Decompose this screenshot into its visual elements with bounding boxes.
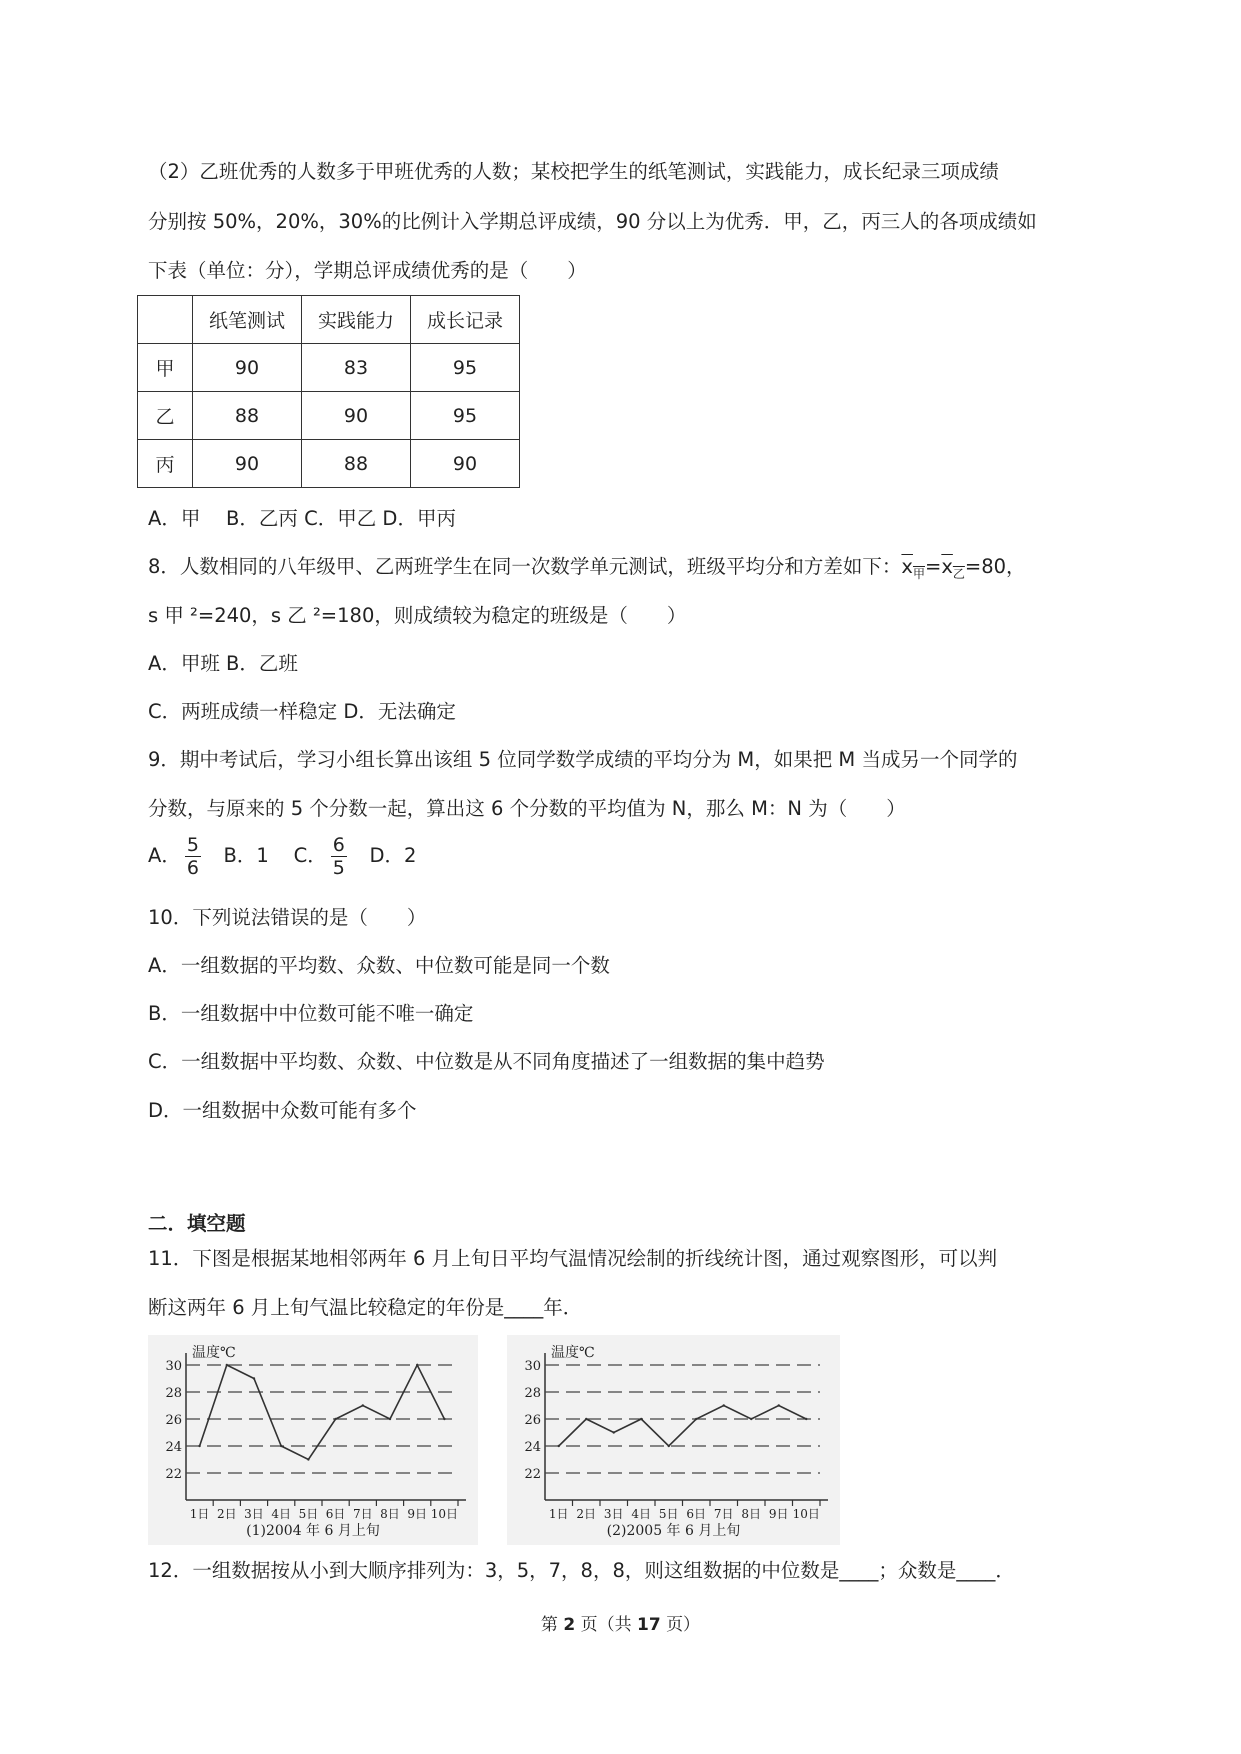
x-tick-label: 9日 [768,1507,789,1521]
x-tick-label: 10日 [430,1507,459,1521]
y-tick-label: 22 [165,1467,182,1482]
x-tick-label: 6日 [325,1507,346,1521]
q8-text-line1: 8．人数相同的八年级甲、乙两班学生在同一次数学单元测试，班级平均分和方差如下：$x_甲=x_乙=80$， [148,555,1026,581]
table-row [138,344,520,392]
x-tick-label: 4日 [271,1507,292,1521]
table-row [138,440,520,488]
score-table-header-row [138,296,520,344]
y-axis-label: 温度℃ [551,1345,595,1361]
x-tick-label: 1日 [189,1507,210,1521]
chart-2004 [148,1335,478,1545]
y-tick-label: 24 [524,1440,541,1455]
table-cell: 90 [302,392,411,440]
q11-text-line1: 11．下图是根据某地相邻两年 6 月上旬日平均气温情况绘制的折线统计图，通过观察图形，可以判 [148,1247,998,1270]
fraction-numerator: 6 [332,834,345,856]
table-cell: 90 [193,440,302,488]
table-header-cell: 成长记录 [411,296,520,344]
x-tick-label: 3日 [244,1507,264,1521]
chart-caption: (1)2004 年 6 月上旬 [246,1523,380,1539]
x-tick-label: 7日 [713,1507,734,1521]
q10-stem: 10．下列说法错误的是（ ） [148,906,427,929]
table-header-cell [138,296,193,344]
x-tick-label: 9日 [407,1507,428,1521]
data-point [750,1418,752,1420]
table-header-cell: 实践能力 [302,296,411,344]
y-tick-label: 22 [524,1467,541,1482]
q7-text-line3: 下表（单位：分），学期总评成绩优秀的是（ ） [148,259,587,282]
x-tick-label: 7日 [352,1507,373,1521]
table-cell: 90 [193,344,302,392]
series-line [200,1365,445,1460]
x-tick-label: 10日 [792,1507,820,1521]
table-cell: 95 [411,344,520,392]
y-tick-label: 30 [165,1359,182,1374]
data-point [558,1445,560,1447]
data-point [416,1364,418,1366]
x-tick-label: 2日 [216,1507,237,1521]
mean-x-yi-sub: 乙 [952,566,965,581]
y-tick-label: 30 [524,1359,541,1374]
q7-text-line1: （2）乙班优秀的人数多于甲班优秀的人数；某校把学生的纸笔测试，实践能力，成长纪录三项成绩 [148,160,999,183]
x-tick-label: 8日 [741,1507,762,1521]
data-point [198,1445,200,1447]
x-tick-label: 6日 [686,1507,707,1521]
footer-total-pages: 17 [636,1615,661,1635]
data-point [443,1418,445,1420]
fraction-5-6 [185,834,201,879]
q7-options: A．甲 B．乙丙 C．甲乙 D．甲丙 [148,507,456,530]
q10-option-b: B．一组数据中中位数可能不唯一确定 [148,1002,474,1025]
q12-text: 12．一组数据按从小到大顺序排列为：3，5，7，8，8，则这组数据的中位数是____；众数是____． [148,1559,1015,1582]
mean-x-jia-sub: 甲 [912,566,925,581]
x-tick-label: 1日 [548,1507,569,1521]
q8-options-ab: A．甲班 B．乙班 [148,652,298,675]
score-table [137,295,520,488]
data-point [778,1404,780,1406]
data-point [613,1431,615,1433]
data-point [723,1404,725,1406]
fraction-denominator: 6 [186,857,199,879]
q8-options-cd: C．两班成绩一样稳定 D．无法确定 [148,700,456,723]
data-point [334,1418,336,1420]
footer-page-number: 2 [563,1615,576,1635]
data-point [362,1404,364,1406]
q10-option-a: A．一组数据的平均数、众数、中位数可能是同一个数 [148,954,610,977]
y-axis-label: 温度℃ [192,1345,236,1361]
y-tick-label: 28 [524,1386,541,1401]
footer-post: 页） [666,1615,701,1635]
data-point [280,1445,282,1447]
x-tick-label: 8日 [380,1507,400,1521]
q9-option-c-label: C． [293,844,327,867]
mean-x-yi: $x_乙$ [941,555,965,581]
table-cell: 90 [411,440,520,488]
q10-option-d: D．一组数据中众数可能有多个 [148,1099,417,1122]
chart-2005 [507,1335,840,1545]
data-point [226,1364,228,1366]
y-tick-label: 26 [165,1413,182,1428]
section-heading: 二．填空题 [148,1212,246,1235]
series-line [559,1406,807,1447]
data-point [640,1418,642,1420]
table-cell: 83 [302,344,411,392]
data-point [253,1377,255,1379]
chart-caption: (2)2005 年 6 月上旬 [606,1523,741,1539]
table-cell: 丙 [138,440,193,488]
chart-2005-svg [507,1335,840,1545]
q8-text-line2: s 甲 ²=240，s 乙 ²=180，则成绩较为稳定的班级是（ ） [148,604,687,627]
data-point [585,1418,587,1420]
q9-option-a-label: A． [148,844,181,867]
table-row [138,392,520,440]
x-tick-label: 5日 [298,1507,319,1521]
y-tick-label: 28 [165,1386,182,1401]
table-cell: 甲 [138,344,193,392]
y-tick-label: 24 [165,1440,182,1455]
q9-options [148,832,416,880]
q8-equals-80: =80， [964,555,1026,578]
data-point [307,1458,309,1460]
table-cell: 88 [193,392,302,440]
fraction-numerator: 5 [186,834,199,856]
q9-option-b: B．1 [223,844,269,867]
q8-stem: 8．人数相同的八年级甲、乙两班学生在同一次数学单元测试，班级平均分和方差如下： [148,555,902,578]
y-tick-label: 26 [524,1413,541,1428]
footer-pre: 第 [540,1615,558,1635]
q9-text-line2: 分数，与原来的 5 个分数一起，算出这 6 个分数的平均值为 N，那么 M：N 为（ ） [148,797,906,820]
chart-2004-svg [148,1335,478,1545]
table-header-cell: 纸笔测试 [193,296,302,344]
data-point [805,1418,807,1420]
data-point [389,1418,391,1420]
page-footer [0,1610,1241,1635]
q7-text-line2: 分别按 50%，20%，30%的比例计入学期总评成绩，90 分以上为优秀．甲，乙，丙三人的各项成绩如 [148,210,1037,233]
table-cell: 88 [302,440,411,488]
mean-x-jia: $x_甲$ [901,555,925,581]
q10-option-c: C．一组数据中平均数、众数、中位数是从不同角度描述了一组数据的集中趋势 [148,1050,825,1073]
q9-text-line1: 9．期中考试后，学习小组长算出该组 5 位同学数学成绩的平均分为 M，如果把 M 当成另一个同学的 [148,748,1018,771]
data-point [668,1445,670,1447]
table-cell: 95 [411,392,520,440]
table-cell: 乙 [138,392,193,440]
fraction-6-5 [331,834,347,879]
x-tick-label: 2日 [576,1507,597,1521]
fraction-denominator: 5 [332,857,345,879]
footer-mid: 页（共 [580,1615,632,1635]
q11-text-line2: 断这两年 6 月上旬气温比较稳定的年份是____年． [148,1296,583,1319]
x-tick-label: 4日 [631,1507,652,1521]
q9-option-d: D．2 [369,844,417,867]
x-tick-label: 5日 [658,1507,679,1521]
x-tick-label: 3日 [603,1507,624,1521]
data-point [695,1418,697,1420]
